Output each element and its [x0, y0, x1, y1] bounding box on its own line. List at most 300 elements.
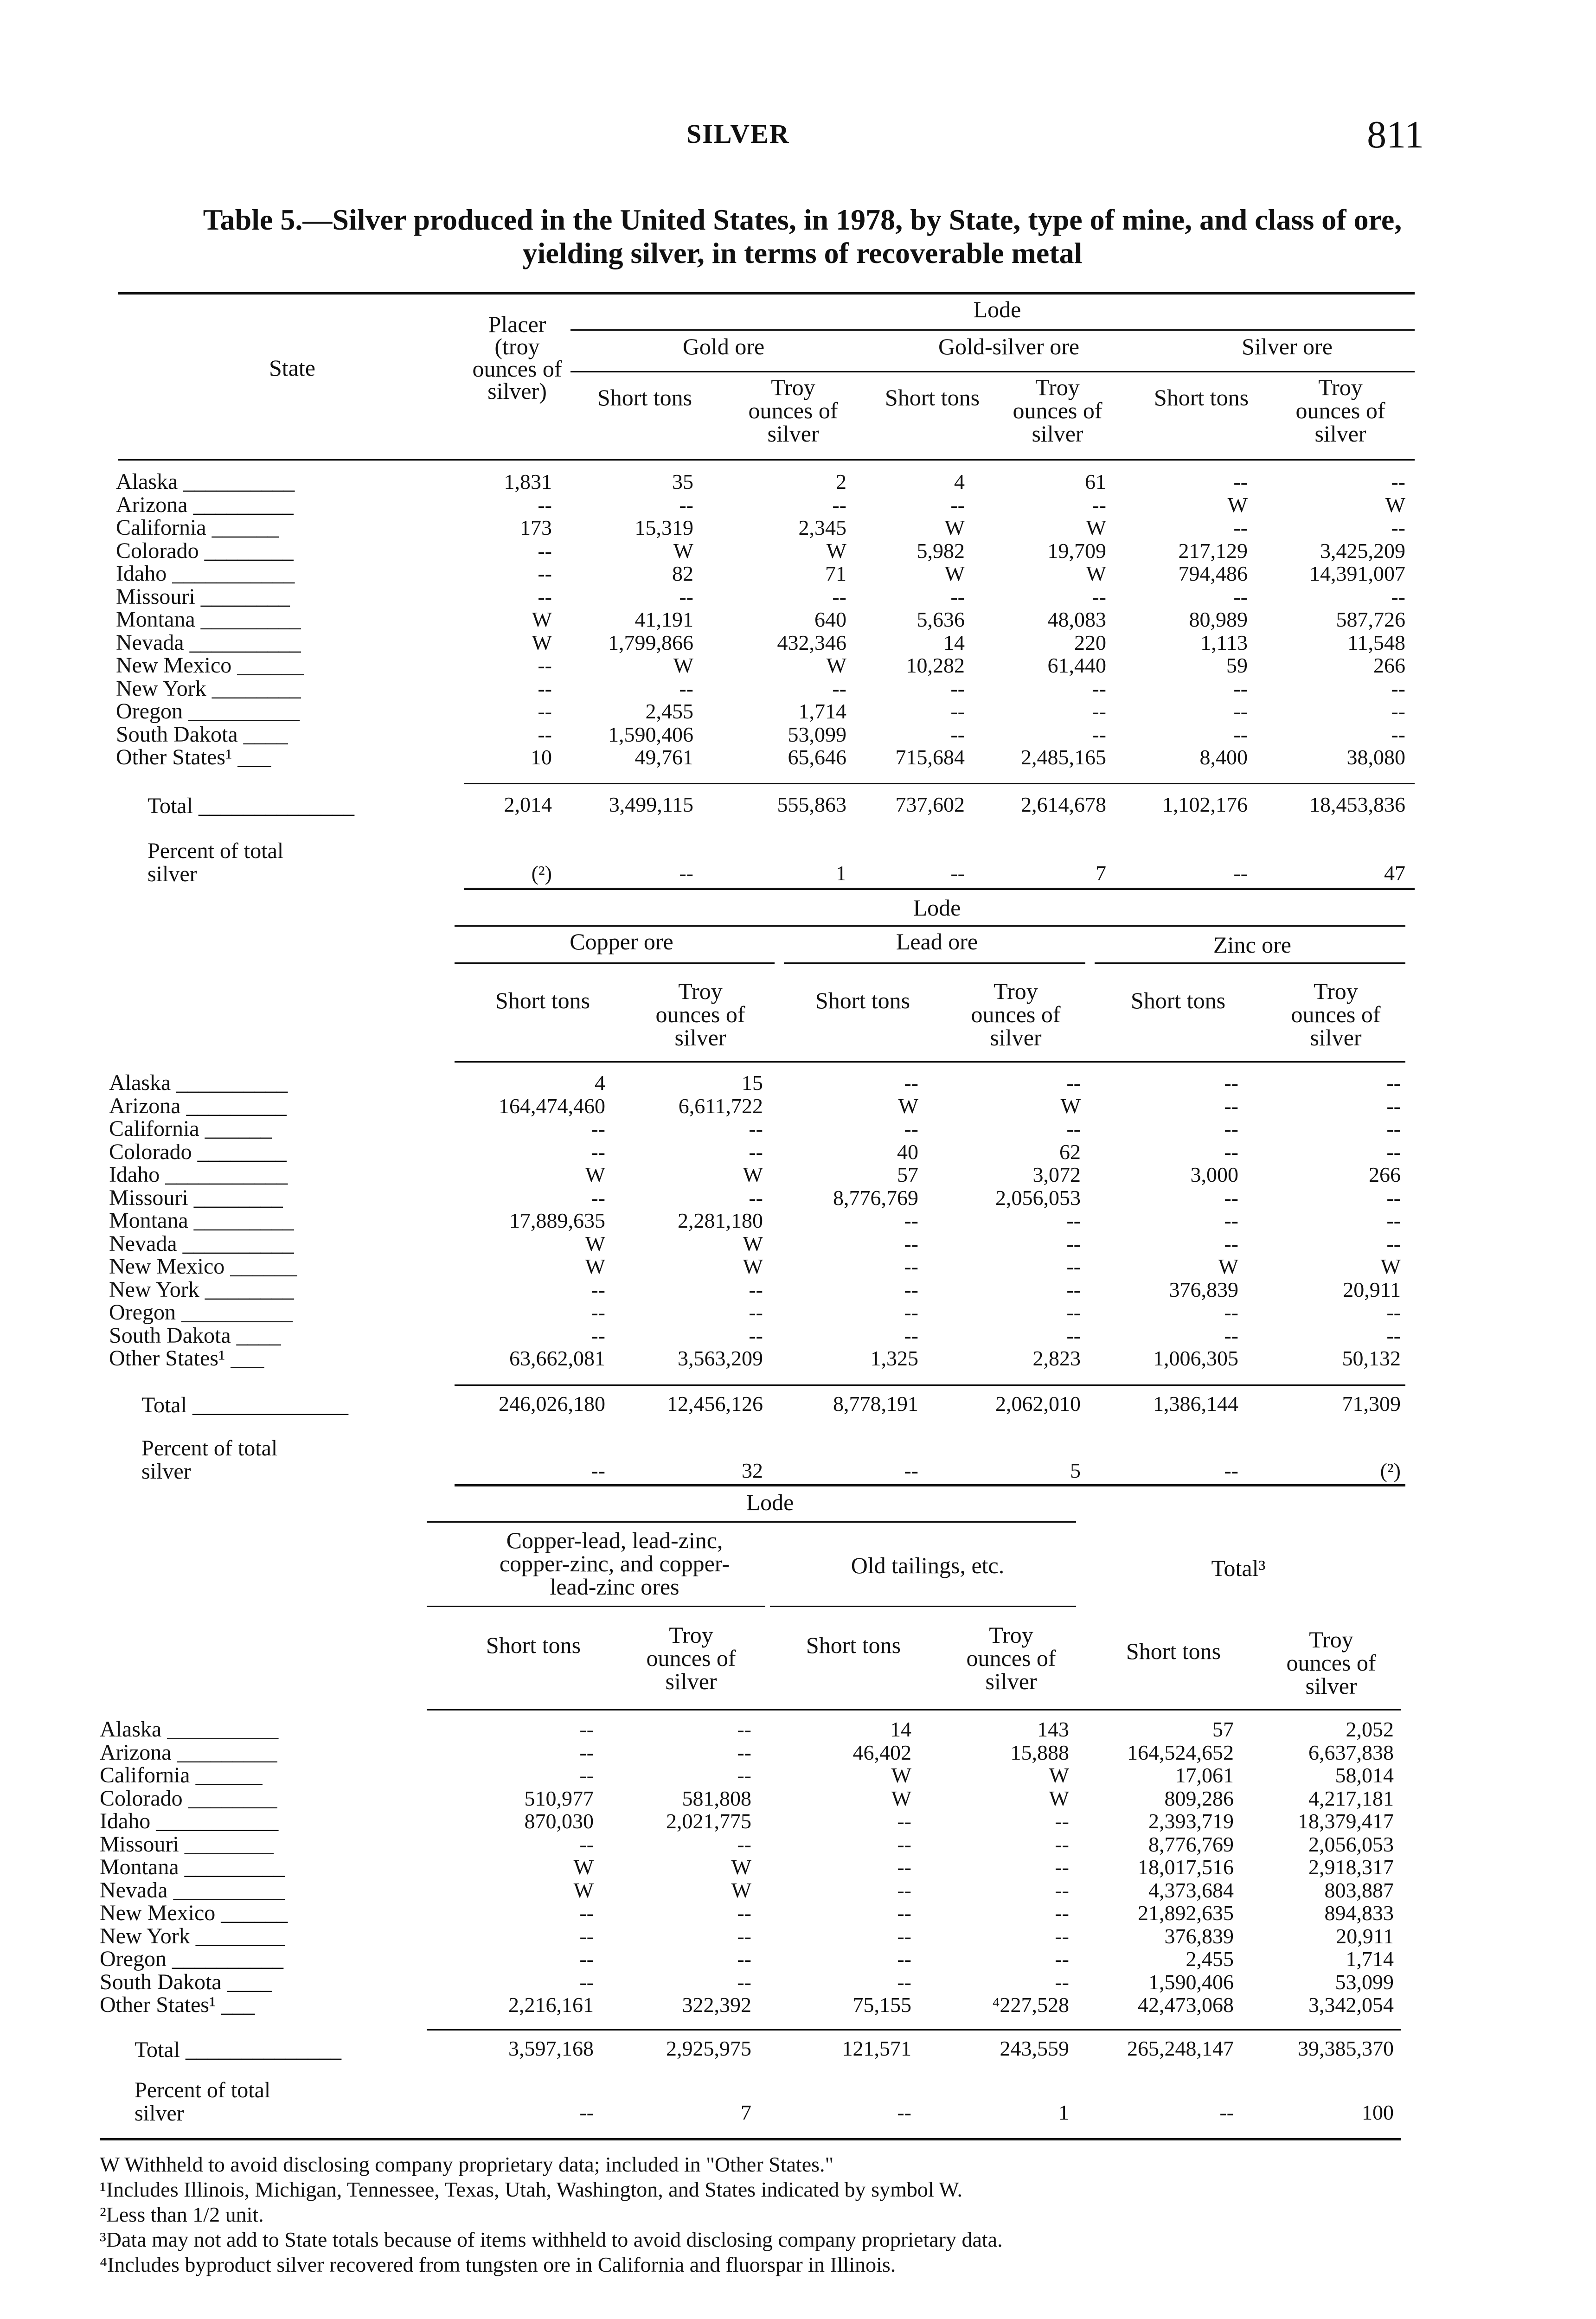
table-cell: -- [904, 1300, 918, 1324]
table-cell: -- [737, 1763, 751, 1787]
table-cell: 48,083 [1047, 608, 1106, 631]
table-cell: 1,590,406 [608, 722, 693, 746]
table-cell: -- [950, 493, 965, 517]
s2-group-0: Copper ore [570, 929, 673, 955]
state-label: Other States¹ ___ [109, 1346, 264, 1371]
table-cell: 4,217,181 [1308, 1786, 1394, 1810]
percent-cell: -- [679, 861, 693, 885]
table-cell: -- [1066, 1277, 1081, 1301]
table-cell: -- [1386, 1300, 1401, 1324]
table-cell: -- [737, 1832, 751, 1856]
table-cell: -- [579, 1717, 594, 1741]
table-cell: 803,887 [1324, 1878, 1394, 1902]
placer-header: Placer (troy ounces of silver) [472, 311, 562, 404]
table-cell: 4,373,684 [1148, 1878, 1234, 1902]
table-cell: 322,392 [682, 1993, 751, 2017]
state-header: State [269, 355, 315, 381]
table-cell: 164,524,652 [1127, 1740, 1234, 1764]
table-cell: 2,052 [1346, 1717, 1394, 1741]
s3-lode-rule [427, 1521, 1076, 1523]
s3-lode-header: Lode [746, 1489, 794, 1515]
state-label: South Dakota ____ [100, 1969, 272, 1994]
footnote: ¹Includes Illinois, Michigan, Tennessee, Texas, Utah, Washington, and States indicated by symbol W. [100, 2178, 962, 2201]
table-cell: 57 [1212, 1717, 1234, 1741]
state-label: Other States¹ ___ [100, 1992, 255, 2017]
table-cell: 1,714 [798, 699, 846, 723]
s3-group-0: Copper-lead, lead-zinc, copper-zinc, and copper-lead-zinc ores [499, 1527, 730, 1600]
table-cell: 2,216,161 [508, 1993, 594, 2017]
table-cell: 4 [595, 1071, 605, 1095]
table-cell: 1,325 [870, 1346, 918, 1370]
table-cell: 58,014 [1335, 1763, 1394, 1787]
table-cell: 1,714 [1346, 1947, 1394, 1971]
state-label: California ______ [116, 515, 279, 540]
table-cell: -- [1092, 584, 1106, 609]
state-label: Idaho ___________ [116, 561, 295, 586]
table-cell: 8,776,769 [1148, 1832, 1234, 1856]
table-cell: W [585, 1163, 605, 1186]
table-cell: -- [579, 1924, 594, 1948]
total-cell: 121,571 [842, 2037, 911, 2060]
table-cell: 53,099 [788, 722, 846, 746]
running-header-title: SILVER [686, 119, 790, 149]
state-label: New Mexico ______ [100, 1901, 288, 1925]
total-cell: 3,597,168 [508, 2037, 594, 2060]
table-cell: -- [950, 722, 965, 746]
table-cell: 2,345 [798, 516, 846, 539]
s1-group-1: Gold-silver ore [938, 333, 1080, 359]
state-label: Missouri ________ [100, 1832, 274, 1857]
table-cell: -- [1386, 1185, 1401, 1210]
percent-cell: 47 [1384, 861, 1405, 885]
table-cell: -- [1055, 1809, 1069, 1833]
s1-troy-ounces-1: Troy ounces of silver [1013, 374, 1102, 447]
percent-cell: 1 [1058, 2101, 1069, 2124]
table-cell: -- [897, 1832, 911, 1856]
table-cell: 217,129 [1178, 538, 1248, 563]
table-cell: 62 [1059, 1140, 1081, 1164]
table-cell: -- [679, 676, 693, 700]
table-cell: -- [1066, 1209, 1081, 1232]
state-label: Missouri ________ [109, 1185, 283, 1210]
table-cell: W [1049, 1786, 1069, 1810]
s1-group-0: Gold ore [682, 333, 765, 359]
table-cell: 11,548 [1347, 630, 1405, 654]
table-cell: W [1086, 562, 1106, 585]
table-cell: -- [749, 1185, 763, 1210]
table-cell: 870,030 [524, 1809, 594, 1833]
table-cell: 587,726 [1336, 608, 1405, 631]
table-cell: -- [1066, 1300, 1081, 1324]
s1-bottom-rule [464, 888, 1415, 890]
table-cell: W [585, 1231, 605, 1256]
table-cell: -- [579, 1763, 594, 1787]
table-cell: -- [950, 699, 965, 723]
table-cell: 2,823 [1032, 1346, 1081, 1370]
table-cell: -- [897, 1901, 911, 1925]
table-cell: -- [538, 538, 552, 563]
table-cell: -- [1233, 470, 1248, 493]
s2-group-2: Zinc ore [1213, 932, 1291, 958]
s3-col-tail-oz [928, 1718, 1069, 2017]
table-cell: 2,021,775 [666, 1809, 751, 1833]
state-label: Oregon __________ [100, 1947, 283, 1971]
table-cell: -- [1386, 1231, 1401, 1256]
state-label: Alaska __________ [116, 469, 295, 494]
table-cell: -- [1066, 1071, 1081, 1095]
table-cell: 2,056,053 [1308, 1832, 1394, 1856]
s2-head-bottom-rule [455, 1061, 1405, 1063]
state-label: Alaska __________ [100, 1717, 279, 1742]
table-cell: 2,393,719 [1148, 1809, 1234, 1833]
s2-group-rule-1 [784, 962, 1085, 964]
s2-group-1: Lead ore [896, 929, 978, 955]
table-cell: 173 [520, 516, 552, 539]
table-cell: 266 [1369, 1163, 1401, 1186]
total-cell: 18,453,836 [1309, 793, 1405, 816]
state-label: Nevada __________ [109, 1231, 294, 1256]
total-cell: 265,248,147 [1127, 2037, 1234, 2060]
table-cell: 6,637,838 [1308, 1740, 1394, 1764]
table-cell: -- [950, 584, 965, 609]
s2-short-tons-0: Short tons [495, 987, 590, 1013]
total-cell: 39,385,370 [1298, 2037, 1394, 2060]
table-cell: 14 [890, 1717, 911, 1741]
table-cell: -- [737, 1717, 751, 1741]
state-label: Colorado ________ [116, 538, 294, 563]
s3-state-list [100, 1718, 288, 2017]
s1-group-2: Silver ore [1242, 333, 1333, 359]
table-cell: -- [749, 1117, 763, 1140]
percent-cell: 7 [741, 2101, 751, 2124]
table-cell: -- [1233, 699, 1248, 723]
table-cell: -- [591, 1277, 605, 1301]
s1-short-tons-1: Short tons [885, 384, 980, 410]
s2-short-tons-2: Short tons [1130, 987, 1226, 1013]
table-cell: W [826, 538, 846, 563]
table-bottom-rule [100, 2138, 1401, 2140]
table-cell: -- [1224, 1209, 1238, 1232]
s3-col-total-tons [1081, 1718, 1234, 2017]
s2-col-lead-oz [951, 1071, 1081, 1370]
table-cell: -- [897, 1878, 911, 1902]
s1-col-silver-tons [1136, 470, 1248, 769]
table-cell: -- [904, 1277, 918, 1301]
head-bottom-rule [118, 459, 1415, 461]
table-cell: W [1049, 1763, 1069, 1787]
total-cell: 1,386,144 [1153, 1392, 1238, 1416]
table-cell: 42,473,068 [1138, 1993, 1234, 2017]
table-cell: -- [1386, 1323, 1401, 1347]
table-cell: 19,709 [1047, 538, 1106, 563]
table-cell: -- [1224, 1094, 1238, 1118]
table-cell: 715,684 [895, 745, 965, 769]
state-label: Arizona _________ [109, 1093, 287, 1118]
table-cell: W [891, 1786, 911, 1810]
table-cell: 2,056,053 [995, 1185, 1081, 1210]
group-rule [570, 371, 1415, 372]
table-cell: 57 [897, 1163, 918, 1186]
state-label: Nevada __________ [100, 1877, 285, 1903]
s2-troy-ounces-2: Troy ounces of silver [1291, 978, 1381, 1051]
percent-cell: 7 [1096, 861, 1106, 885]
table-cell: -- [1233, 516, 1248, 539]
table-cell: -- [1055, 1970, 1069, 1994]
total-cell: 1,102,176 [1162, 793, 1248, 816]
table-cell: -- [1391, 516, 1405, 539]
table-cell: -- [538, 584, 552, 609]
table-cell: 581,808 [682, 1786, 751, 1810]
s3-short-tons-2: Short tons [1126, 1638, 1221, 1664]
s1-col-placer [464, 470, 552, 769]
table-cell: -- [1055, 1832, 1069, 1856]
percent-cell: (²) [531, 861, 552, 885]
table-cell: 18,017,516 [1138, 1855, 1234, 1879]
table-cell: W [731, 1855, 751, 1879]
table-cell: 63,662,081 [509, 1346, 605, 1370]
state-label: Montana _________ [116, 607, 301, 632]
s3-troy-ounces-2: Troy ounces of silver [1286, 1627, 1376, 1699]
table-cell: W [1060, 1094, 1081, 1118]
table-cell: 3,000 [1190, 1163, 1238, 1186]
table-cell: -- [591, 1323, 605, 1347]
table-cell: 376,839 [1169, 1277, 1238, 1301]
total-cell: 71,309 [1342, 1392, 1401, 1416]
table-cell: -- [1224, 1323, 1238, 1347]
table-cell: -- [1233, 676, 1248, 700]
table-cell: -- [1055, 1878, 1069, 1902]
table-cell: 59 [1226, 653, 1248, 677]
s3-troy-ounces-1: Troy ounces of silver [966, 1622, 1056, 1694]
table-cell: 46,402 [852, 1740, 911, 1764]
table-cell: -- [591, 1185, 605, 1210]
s3-group-1: Old tailings, etc. [851, 1552, 1005, 1578]
s2-percent-label: Percent of total silver [141, 1436, 278, 1484]
table-cell: 75,155 [852, 1993, 911, 2017]
s2-state-list [109, 1071, 297, 1370]
table-cell: 2 [836, 470, 846, 493]
percent-cell: 32 [742, 1459, 763, 1482]
table-cell: -- [737, 1901, 751, 1925]
table-cell: 894,833 [1324, 1901, 1394, 1925]
table-cell: -- [950, 676, 965, 700]
table-cell: 49,761 [635, 745, 693, 769]
table-cell: 65,646 [788, 745, 846, 769]
table-cell: -- [579, 1947, 594, 1971]
table-title: Table 5.—Silver produced in the United States, in 1978, by State, type of mine, and class of ore, yielding silver, in terms of recoverable metal [203, 203, 1402, 269]
table-cell: 50,132 [1342, 1346, 1401, 1370]
table-cell: 20,911 [1336, 1924, 1394, 1948]
s2-total-rule [455, 1384, 1405, 1386]
table-cell: W [731, 1878, 751, 1902]
table-cell: -- [749, 1323, 763, 1347]
table-cell: W [944, 562, 965, 585]
table-cell: -- [737, 1970, 751, 1994]
state-label: Montana _________ [109, 1208, 294, 1233]
s2-lode-header: Lode [913, 895, 961, 921]
table-cell: -- [737, 1924, 751, 1948]
table-cell: W [585, 1255, 605, 1278]
percent-cell: 100 [1362, 2101, 1394, 2124]
s3-short-tons-0: Short tons [486, 1632, 581, 1658]
state-label: Montana _________ [100, 1855, 285, 1879]
table-cell: 6,611,722 [678, 1094, 763, 1118]
table-cell: -- [832, 493, 846, 517]
table-cell: W [532, 608, 552, 631]
table-cell: W [1086, 516, 1106, 539]
table-cell: W [743, 1231, 763, 1256]
table-cell: -- [1055, 1855, 1069, 1879]
percent-cell: -- [1219, 2101, 1234, 2124]
table-cell: -- [897, 1855, 911, 1879]
table-cell: 1,006,305 [1153, 1346, 1238, 1370]
lode-rule [570, 329, 1415, 331]
table-cell: -- [749, 1140, 763, 1164]
state-label: Oregon __________ [116, 699, 300, 724]
state-label: Idaho ___________ [100, 1809, 279, 1833]
s3-col-tail-tons [788, 1718, 911, 2017]
table-cell: 164,474,460 [499, 1094, 605, 1118]
table-cell: -- [832, 584, 846, 609]
s3-total-rule [427, 2029, 1401, 2031]
s3-percent-label: Percent of total silver [135, 2078, 271, 2126]
table-cell: -- [538, 676, 552, 700]
s2-group-rule-2 [1095, 962, 1405, 964]
table-cell: -- [904, 1323, 918, 1347]
table-cell: -- [904, 1117, 918, 1140]
table-cell: -- [679, 584, 693, 609]
total-cell: 737,602 [895, 793, 965, 816]
s2-troy-ounces-0: Troy ounces of silver [655, 978, 745, 1051]
table-cell: 640 [814, 608, 846, 631]
table-cell: -- [1386, 1140, 1401, 1164]
percent-cell: (²) [1380, 1459, 1401, 1482]
s1-col-gold-oz [747, 470, 846, 769]
state-label: Arizona _________ [100, 1740, 277, 1765]
table-cell: -- [897, 1947, 911, 1971]
percent-cell: 1 [836, 861, 846, 885]
table-cell: -- [591, 1300, 605, 1324]
table-cell: -- [897, 1970, 911, 1994]
footnote: ⁴Includes byproduct silver recovered from tungsten ore in California and fluorspar in Illinois. [100, 2253, 896, 2276]
s3-group-rule-1 [770, 1606, 1076, 1607]
table-cell: -- [1224, 1071, 1238, 1095]
table-cell: W [1218, 1255, 1238, 1278]
total-cell: 2,614,678 [1021, 793, 1106, 816]
s3-col-cl-tons [464, 1718, 594, 2017]
table-cell: 17,889,635 [509, 1209, 605, 1232]
state-label: Alaska __________ [109, 1070, 288, 1095]
table-cell: 1,799,866 [608, 630, 693, 654]
table-cell: -- [1066, 1255, 1081, 1278]
table-cell: 40 [897, 1140, 918, 1164]
table-cell: -- [1391, 722, 1405, 746]
total-cell: 2,014 [504, 793, 552, 816]
s1-state-list [116, 470, 304, 769]
table-cell: -- [737, 1947, 751, 1971]
table-cell: W [743, 1163, 763, 1186]
table-cell: W [743, 1255, 763, 1278]
table-cell: -- [1224, 1185, 1238, 1210]
s2-col-zinc-tons [1122, 1071, 1238, 1370]
percent-cell: -- [1233, 861, 1248, 885]
state-label: Nevada __________ [116, 630, 301, 655]
table-cell: 220 [1074, 630, 1106, 654]
table-cell: 15 [742, 1071, 763, 1095]
table-cell: -- [1224, 1231, 1238, 1256]
table-cell: W [673, 538, 693, 563]
footnotes [100, 2152, 1445, 2277]
table-cell: -- [904, 1255, 918, 1278]
state-label: Arizona _________ [116, 492, 294, 517]
table-cell: 53,099 [1335, 1970, 1394, 1994]
table-cell: 143 [1037, 1717, 1069, 1741]
table-cell: -- [897, 1809, 911, 1833]
table-cell: 14,391,007 [1309, 562, 1405, 585]
table-cell: 1,831 [504, 470, 552, 493]
table-cell: -- [579, 1901, 594, 1925]
table-cell: -- [1224, 1300, 1238, 1324]
percent-cell: -- [897, 2101, 911, 2124]
s1-total-rule [464, 783, 1415, 784]
table-cell: -- [1391, 470, 1405, 493]
table-cell: 80,989 [1189, 608, 1248, 631]
table-cell: 1,113 [1200, 630, 1248, 654]
table-cell: 41,191 [635, 608, 693, 631]
table-cell: 266 [1373, 653, 1405, 677]
state-label: New York ________ [109, 1277, 294, 1302]
table-cell: 3,342,054 [1308, 1993, 1394, 2017]
table-cell: 15,319 [635, 516, 693, 539]
table-cell: 3,563,209 [678, 1346, 763, 1370]
table-cell: 376,839 [1164, 1924, 1234, 1948]
s2-lode-rule [455, 925, 1405, 927]
s2-troy-ounces-1: Troy ounces of silver [971, 978, 1061, 1051]
s1-col-goldsilver-oz [997, 470, 1106, 769]
percent-cell: 5 [1070, 1459, 1081, 1482]
s1-troy-ounces-0: Troy ounces of silver [748, 374, 838, 447]
table-cell: -- [579, 1832, 594, 1856]
table-cell: -- [1233, 722, 1248, 746]
percent-cell: -- [579, 2101, 594, 2124]
s3-troy-ounces-0: Troy ounces of silver [646, 1622, 736, 1694]
table-cell: 10 [531, 745, 552, 769]
s2-group-rule-0 [455, 962, 775, 964]
table-cell: -- [1092, 493, 1106, 517]
table-cell: 2,455 [645, 699, 693, 723]
lode-header: Lode [973, 296, 1021, 322]
table-cell: W [826, 653, 846, 677]
state-label: Oregon __________ [109, 1300, 293, 1325]
table-cell: 2,485,165 [1021, 745, 1106, 769]
total-cell: 555,863 [777, 793, 846, 816]
state-label: South Dakota ____ [116, 722, 288, 747]
table-cell: 61 [1085, 470, 1106, 493]
table-cell: 8,776,769 [833, 1185, 918, 1210]
s1-short-tons-2: Short tons [1154, 384, 1249, 410]
table-cell: -- [679, 493, 693, 517]
table-cell: 510,977 [524, 1786, 594, 1810]
page-number: 811 [1367, 113, 1424, 156]
total-cell: 243,559 [1000, 2037, 1069, 2060]
table-cell: W [573, 1878, 594, 1902]
table-cell: 4 [954, 470, 965, 493]
table-cell: 3,425,209 [1320, 538, 1405, 563]
table-cell: -- [579, 1740, 594, 1764]
table-cell: -- [1055, 1924, 1069, 1948]
s3-col-cl-oz [626, 1718, 751, 2017]
s3-short-tons-1: Short tons [806, 1632, 901, 1658]
